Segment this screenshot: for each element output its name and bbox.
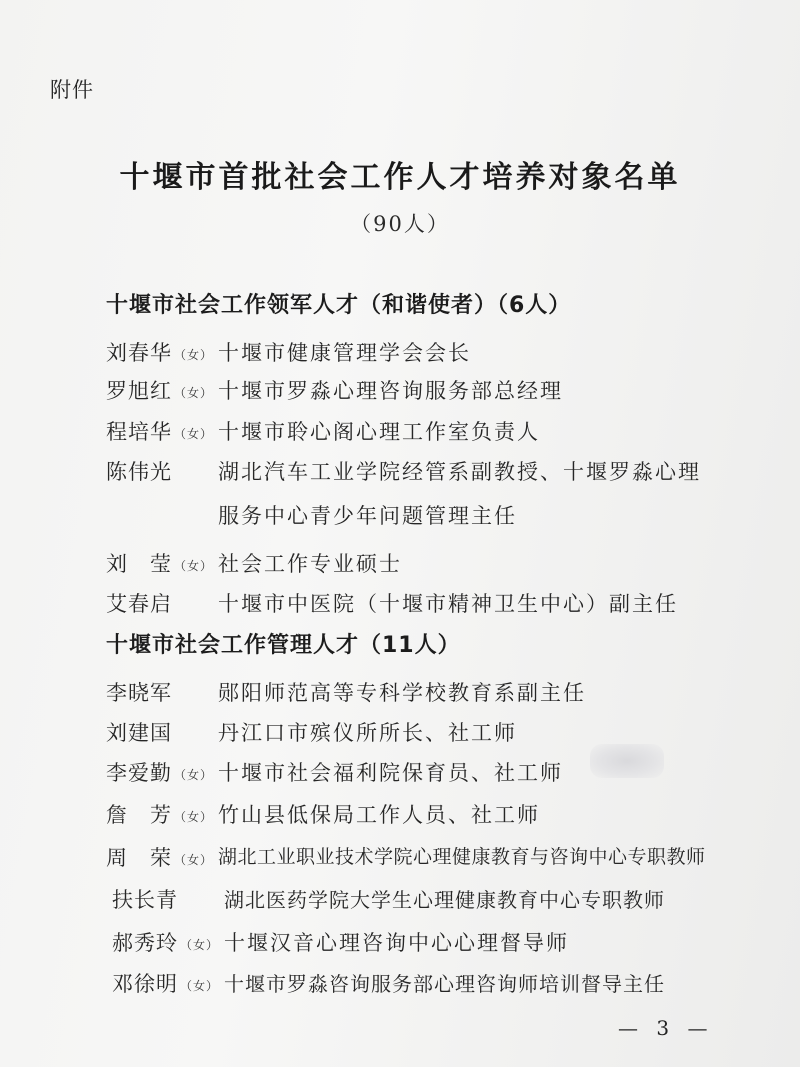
- gender-note: （女）: [174, 348, 214, 362]
- person-name: 郝秀玲: [112, 931, 178, 955]
- section-heading-leaders: 十堰市社会工作领军人才（和谐使者）（6人）: [106, 293, 572, 318]
- attachment-label: 附件: [50, 78, 94, 102]
- person-name: 艾春启: [106, 592, 172, 616]
- person-name: 罗旭红: [106, 379, 172, 403]
- gender-note: （女）: [174, 853, 214, 867]
- person-name: 詹 芳: [106, 803, 172, 827]
- person-name: 李晓军: [106, 681, 172, 705]
- gender-note: （女）: [180, 979, 220, 993]
- person-title: 十堰市聆心阁心理工作室负责人: [218, 420, 540, 444]
- person-name: 刘建国: [106, 721, 172, 745]
- gender-note: （女）: [180, 938, 220, 952]
- person-title-continued: 服务中心青少年问题管理主任: [218, 504, 517, 528]
- person-name: 陈伟光: [106, 460, 172, 484]
- section-heading-managers: 十堰市社会工作管理人才（11人）: [106, 633, 461, 658]
- person-title: 社会工作专业硕士: [218, 552, 402, 576]
- gender-note: （女）: [174, 386, 214, 400]
- redaction-blur: [590, 744, 664, 778]
- person-name: 程培华: [106, 420, 172, 444]
- person-title: 丹江口市殡仪所所长、社工师: [218, 721, 517, 745]
- person-title: 十堰市罗淼心理咨询服务部总经理: [218, 379, 563, 403]
- person-name: 刘春华: [106, 341, 172, 365]
- person-title: 湖北汽车工业学院经管系副教授、十堰罗淼心理: [218, 460, 701, 484]
- person-title: 十堰市健康管理学会会长: [218, 341, 471, 365]
- total-count: （90人）: [350, 212, 450, 236]
- gender-note: （女）: [174, 427, 214, 441]
- person-name: 刘 莹: [106, 552, 172, 576]
- person-title: 十堰市中医院（十堰市精神卫生中心）副主任: [218, 592, 678, 616]
- person-title: 竹山县低保局工作人员、社工师: [218, 803, 540, 827]
- gender-note: （女）: [174, 768, 214, 782]
- person-name: 李爱勤: [106, 761, 172, 785]
- person-title: 郧阳师范高等专科学校教育系副主任: [218, 681, 586, 705]
- document-title: 十堰市首批社会工作人才培养对象名单: [119, 160, 681, 195]
- gender-note: （女）: [174, 810, 214, 824]
- person-name: 周 荣: [106, 846, 172, 870]
- person-name: 邓徐明: [112, 972, 178, 996]
- page-number: — 3 —: [618, 1016, 714, 1040]
- person-title: 湖北医药学院大学生心理健康教育中心专职教师: [224, 888, 665, 912]
- person-name: 扶长青: [112, 888, 178, 912]
- person-title: 十堰市社会福利院保育员、社工师: [218, 761, 563, 785]
- gender-note: （女）: [174, 559, 214, 573]
- person-title: 湖北工业职业技术学院心理健康教育与咨询中心专职教师: [218, 846, 706, 868]
- person-title: 十堰市罗淼咨询服务部心理咨询师培训督导主任: [224, 972, 665, 996]
- person-title: 十堰汉音心理咨询中心心理督导师: [224, 931, 569, 955]
